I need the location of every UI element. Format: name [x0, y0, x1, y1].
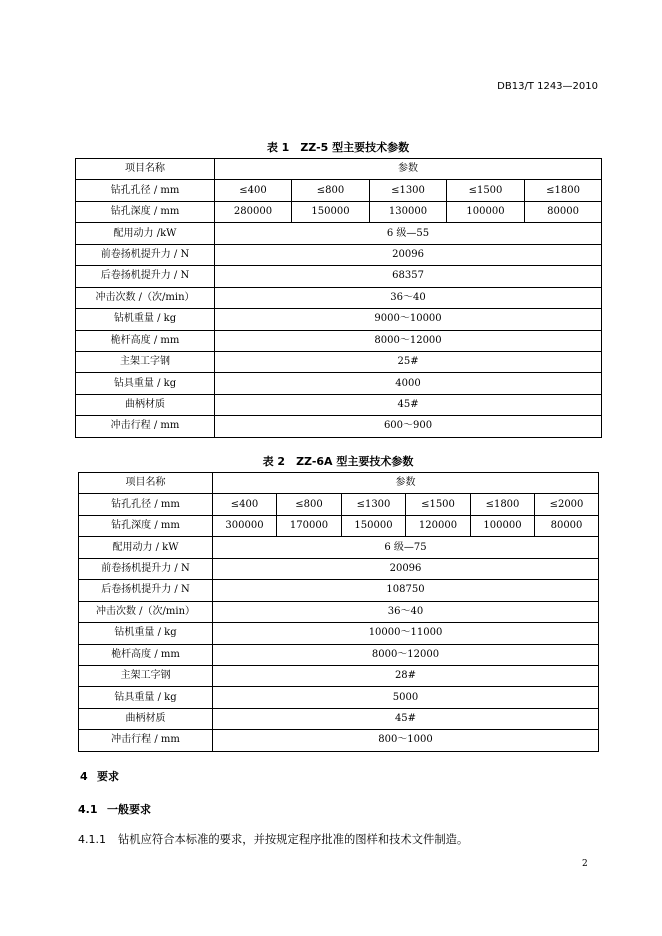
row-value: ≤800 — [292, 180, 370, 201]
row-value: 150000 — [292, 201, 370, 222]
row-value: 20096 — [213, 558, 599, 579]
row-value: 120000 — [406, 515, 471, 536]
table-row — [79, 494, 599, 515]
table-row — [79, 665, 599, 686]
subsection-title: 一般要求 — [107, 803, 151, 816]
row-value: 150000 — [342, 515, 406, 536]
row-value: 28# — [213, 665, 599, 686]
table-row — [76, 416, 602, 437]
row-value: ≤400 — [215, 180, 292, 201]
table-row — [79, 730, 599, 751]
table-row — [79, 687, 599, 708]
row-label: 钻孔孔径 / mm — [79, 494, 213, 515]
header-params: 参数 — [213, 473, 599, 494]
table-row — [79, 558, 599, 579]
table-row — [76, 223, 602, 244]
row-value: ≤2000 — [535, 494, 599, 515]
clause-text: 钻机应符合本标准的要求，并按规定程序批准的图样和技术文件制造。 — [118, 833, 469, 846]
table-row — [79, 601, 599, 622]
row-value: 45# — [213, 708, 599, 729]
row-value: ≤1500 — [406, 494, 471, 515]
row-value: 100000 — [447, 201, 525, 222]
row-label: 钻孔深度 / mm — [79, 515, 213, 536]
table-header-row — [76, 159, 602, 180]
header-item-name: 项目名称 — [76, 159, 215, 180]
row-value: 68357 — [215, 266, 602, 287]
row-value: 100000 — [471, 515, 535, 536]
row-value: ≤1800 — [471, 494, 535, 515]
row-label: 冲击行程 / mm — [76, 416, 215, 437]
row-value: ≤800 — [277, 494, 342, 515]
header-item-name: 项目名称 — [79, 473, 213, 494]
spec-table-zz6a — [78, 472, 599, 752]
row-value: 25# — [215, 351, 602, 372]
row-value: 280000 — [215, 201, 292, 222]
row-label: 钻具重量 / kg — [76, 373, 215, 394]
row-value: 8000～12000 — [213, 644, 599, 665]
row-label: 桅杆高度 / mm — [76, 330, 215, 351]
row-value: 4000 — [215, 373, 602, 394]
table-row — [76, 351, 602, 372]
row-value: ≤1800 — [525, 180, 602, 201]
document-number: DB13/T 1243—2010 — [497, 81, 598, 92]
row-value: ≤1300 — [370, 180, 447, 201]
row-value: 9000～10000 — [215, 309, 602, 330]
row-value: 10000～11000 — [213, 623, 599, 644]
row-value: 5000 — [213, 687, 599, 708]
spec-table-zz5 — [75, 158, 602, 438]
row-value: 108750 — [213, 580, 599, 601]
row-value: 6 级—55 — [215, 223, 602, 244]
table-row — [76, 201, 602, 222]
row-value: 80000 — [525, 201, 602, 222]
row-value: 600～900 — [215, 416, 602, 437]
table-row — [76, 244, 602, 265]
row-value: 300000 — [213, 515, 277, 536]
row-value: 8000～12000 — [215, 330, 602, 351]
row-label: 桅杆高度 / mm — [79, 644, 213, 665]
table-row — [76, 330, 602, 351]
row-value: 36～40 — [213, 601, 599, 622]
row-value: 130000 — [370, 201, 447, 222]
table1-caption: 表 1 ZZ-5 型主要技术参数 — [266, 141, 410, 154]
table-row — [76, 394, 602, 415]
row-value: 6 级—75 — [213, 537, 599, 558]
page-number: 2 — [582, 859, 588, 869]
row-label: 配用动力 / kW — [79, 537, 213, 558]
table-row — [79, 537, 599, 558]
table-row — [76, 180, 602, 201]
row-label: 曲柄材质 — [76, 394, 215, 415]
row-label: 钻具重量 / kg — [79, 687, 213, 708]
table-row — [79, 644, 599, 665]
row-label: 后卷扬机提升力 / N — [79, 580, 213, 601]
row-label: 钻孔孔径 / mm — [76, 180, 215, 201]
row-label: 冲击次数 /（次/min） — [76, 287, 215, 308]
table-row — [79, 515, 599, 536]
table-row — [76, 266, 602, 287]
row-value: 20096 — [215, 244, 602, 265]
row-label: 主架工字钢 — [79, 665, 213, 686]
table2-caption: 表 2 ZZ-6A 型主要技术参数 — [262, 455, 414, 468]
row-value: 45# — [215, 394, 602, 415]
header-params: 参数 — [215, 159, 602, 180]
row-value: 800～1000 — [213, 730, 599, 751]
row-label: 冲击行程 / mm — [79, 730, 213, 751]
table-row — [76, 373, 602, 394]
row-label: 后卷扬机提升力 / N — [76, 266, 215, 287]
row-label: 钻机重量 / kg — [79, 623, 213, 644]
table-row — [79, 708, 599, 729]
clause-number: 4.1.1 — [78, 833, 106, 846]
row-label: 前卷扬机提升力 / N — [76, 244, 215, 265]
section-title: 要求 — [97, 770, 119, 783]
subsection-number: 4.1 — [78, 803, 98, 816]
table-row — [76, 287, 602, 308]
table-row — [79, 623, 599, 644]
row-label: 钻机重量 / kg — [76, 309, 215, 330]
row-label: 钻孔深度 / mm — [76, 201, 215, 222]
row-label: 前卷扬机提升力 / N — [79, 558, 213, 579]
row-label: 曲柄材质 — [79, 708, 213, 729]
section-number: 4 — [80, 770, 88, 783]
table-header-row — [79, 473, 599, 494]
row-label: 冲击次数 /（次/min） — [79, 601, 213, 622]
row-label: 配用动力 /kW — [76, 223, 215, 244]
row-value: 170000 — [277, 515, 342, 536]
row-label: 主架工字钢 — [76, 351, 215, 372]
row-value: ≤1500 — [447, 180, 525, 201]
row-value: ≤1300 — [342, 494, 406, 515]
table-row — [76, 309, 602, 330]
row-value: 80000 — [535, 515, 599, 536]
row-value: 36～40 — [215, 287, 602, 308]
row-value: ≤400 — [213, 494, 277, 515]
table-row — [79, 580, 599, 601]
